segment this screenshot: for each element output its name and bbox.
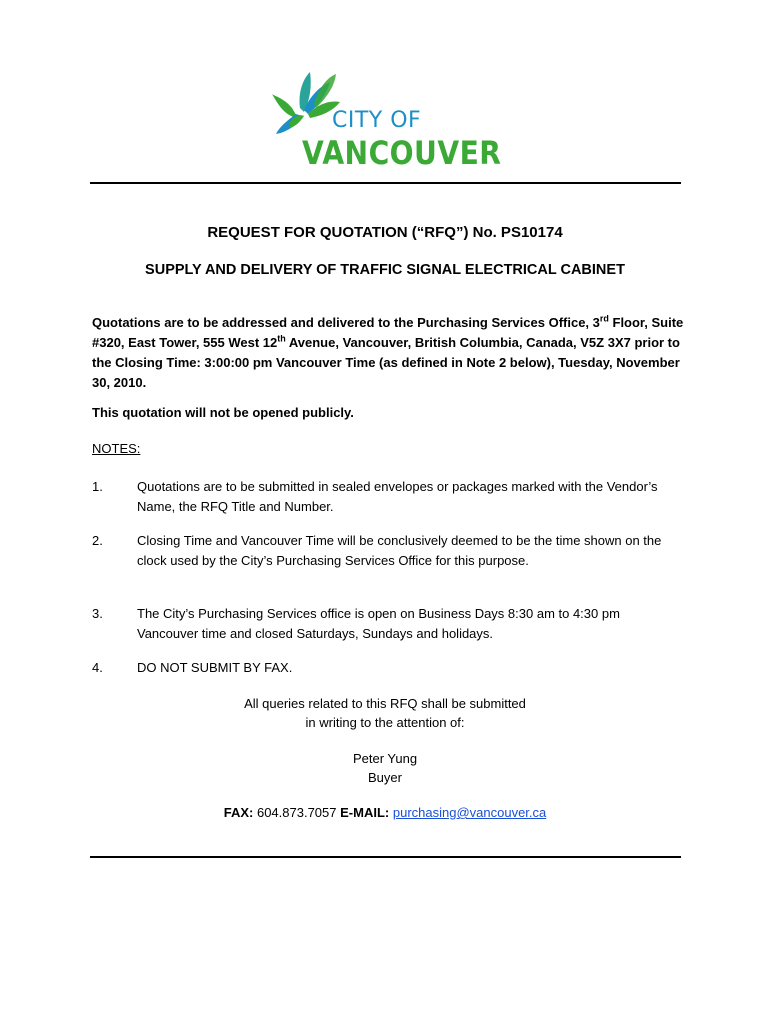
intro-part2: Floor, Suite #320, East Tower, 555 West 12 — [92, 315, 684, 350]
note-number: 1. — [92, 479, 103, 494]
logo-city-of: CITY OF — [332, 108, 422, 133]
queries-line-2: in writing to the attention of: — [305, 715, 465, 730]
document-title: REQUEST FOR QUOTATION (“RFQ”) No. PS10174 — [207, 224, 563, 241]
contact-title: Buyer — [368, 770, 402, 785]
fax-label: FAX: — [223, 805, 254, 820]
document-subtitle: SUPPLY AND DELIVERY OF TRAFFIC SIGNAL ELECTRICAL CABINET — [145, 262, 625, 278]
queries-line-1: All queries related to this RFQ shall be submitted — [244, 696, 526, 711]
email-link[interactable]: purchasing@vancouver.ca — [392, 805, 547, 820]
contact-name: Peter Yung — [352, 751, 418, 766]
bottom-divider — [90, 856, 681, 858]
intro-sup2: th — [277, 333, 286, 344]
note-number: 4. — [92, 660, 103, 675]
intro-sup1: rd — [599, 313, 609, 324]
top-divider — [90, 182, 681, 184]
logo-vancouver: VANCOUVER — [302, 134, 502, 172]
note-text: Closing Time and Vancouver Time will be conclusively deemed to be the time shown on the clock used by the City’s Purchasing Services Office for this purpose. — [137, 533, 662, 568]
note-number: 2. — [92, 533, 103, 548]
contact-line — [0, 803, 770, 823]
not-opened-statement: This quotation will not be opened publicly. — [92, 405, 354, 420]
notes-heading: NOTES: — [92, 441, 141, 456]
note-text: DO NOT SUBMIT BY FAX. — [137, 660, 293, 675]
intro-part1: Quotations are to be addressed and delivered to the Purchasing Services Office, 3 — [92, 315, 600, 330]
email-label: E-MAIL: — [340, 805, 390, 820]
note-number: 3. — [92, 606, 103, 621]
fax-number: 604.873.7057 — [256, 805, 337, 820]
intro-paragraph — [92, 313, 692, 393]
city-of-vancouver-logo — [270, 64, 510, 172]
note-text: The City’s Purchasing Services office is open on Business Days 8:30 am to 4:30 pm Vancouver time and closed Saturdays, Sundays and holidays. — [137, 606, 620, 641]
note-text: Quotations are to be submitted in sealed envelopes or packages marked with the Vendor’s Name, the RFQ Title and Number. — [137, 479, 658, 514]
intro-part3: Avenue, Vancouver, British Columbia, Canada, V5Z 3X7 prior to the Closing Time: 3:00:00 pm Vancouver Time (as defined in Note 2 below), Tuesday, November 30, 2010. — [92, 335, 680, 390]
